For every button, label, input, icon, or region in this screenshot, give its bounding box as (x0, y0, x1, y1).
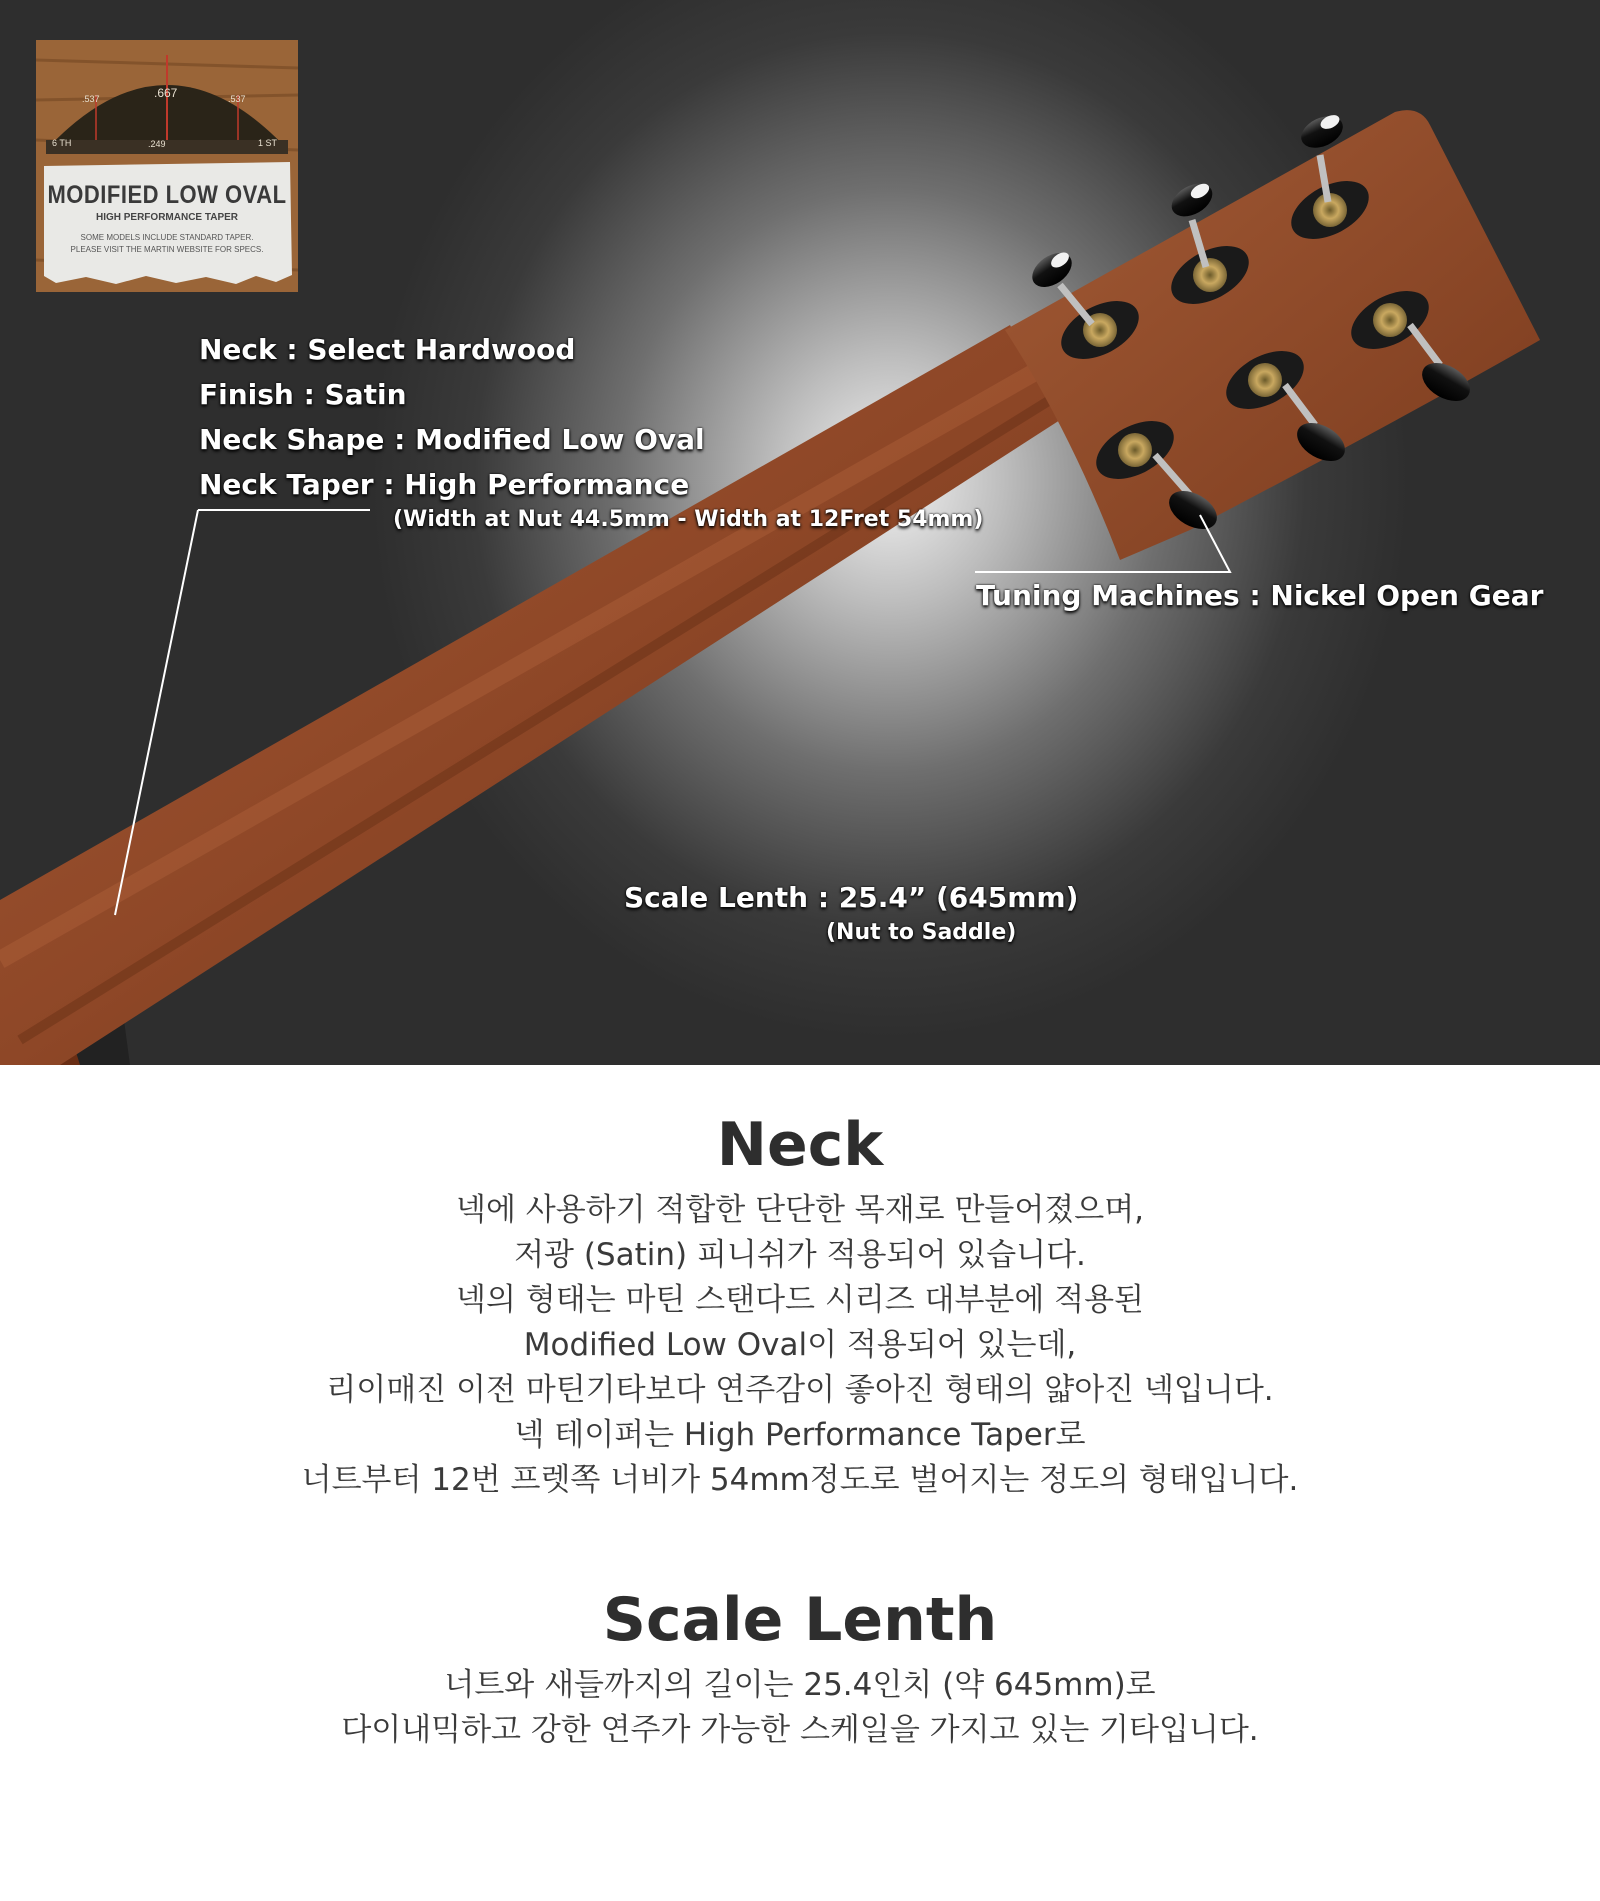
measure-right-label: .537 (228, 94, 246, 104)
description-line: 다이내믹하고 강한 연주가 가능한 스케일을 가지고 있는 기타입니다. (341, 1712, 1259, 1748)
spec-scale-length: Scale Lenth : 25.4” (645mm) (624, 881, 1079, 914)
section-title-scale-length: Scale Lenth (602, 1585, 998, 1655)
neck-section (0, 1110, 1600, 1503)
string-high-label: 1 ST (258, 138, 278, 148)
card-note-line: PLEASE VISIT THE MARTIN WEBSITE FOR SPECS. (70, 245, 264, 254)
string-low-label: 6 TH (52, 138, 72, 148)
card-title: MODIFIED LOW OVAL (47, 180, 287, 209)
card-subtitle: HIGH PERFORMANCE TAPER (95, 212, 239, 223)
description-line: 너트와 새들까지의 길이는 25.4인치 (약 645mm)로 (444, 1667, 1156, 1703)
neck-profile-sample-card (36, 40, 298, 292)
description-line: 넥 테이퍼는 High Performance Taper로 (514, 1417, 1086, 1453)
measure-center-label: .667 (154, 86, 178, 100)
card-note-line: SOME MODELS INCLUDE STANDARD TAPER. (80, 233, 254, 242)
spec-neck-taper-detail: (Width at Nut 44.5mm - Width at 12Fret 54mm) (393, 507, 984, 532)
center-small-label: .249 (148, 139, 166, 149)
spec-neck: Neck : Select Hardwood (199, 333, 576, 366)
spec-tuning-machines: Tuning Machines : Nickel Open Gear (976, 579, 1544, 612)
section-title-neck: Neck (716, 1110, 884, 1180)
description-line: 너트부터 12번 프렛쪽 너비가 54mm정도로 벌어지는 정도의 형태입니다. (301, 1462, 1299, 1498)
measure-left-label: .537 (82, 94, 100, 104)
spec-neck-taper: Neck Taper : High Performance (199, 468, 690, 501)
description-line: 넥의 형태는 마틴 스탠다드 시리즈 대부분에 적용된 (456, 1282, 1144, 1318)
description-line: 넥에 사용하기 적합한 단단한 목재로 만들어졌으며, (456, 1192, 1144, 1228)
description-line: 리이매진 이전 마틴기타보다 연주감이 좋아진 형태의 얇아진 넥입니다. (326, 1372, 1274, 1408)
neck-description (0, 1188, 1600, 1503)
card-note (36, 232, 298, 256)
scale-length-section (0, 1585, 1600, 1753)
description-line: 저광 (Satin) 피니쉬가 적용되어 있습니다. (514, 1237, 1086, 1273)
scale-length-description (0, 1663, 1600, 1753)
description-line: Modified Low Oval이 적용되어 있는데, (523, 1327, 1077, 1363)
spec-scale-length-detail: (Nut to Saddle) (826, 920, 1017, 945)
spec-neck-shape: Neck Shape : Modified Low Oval (199, 423, 705, 456)
spec-finish: Finish : Satin (199, 378, 407, 411)
